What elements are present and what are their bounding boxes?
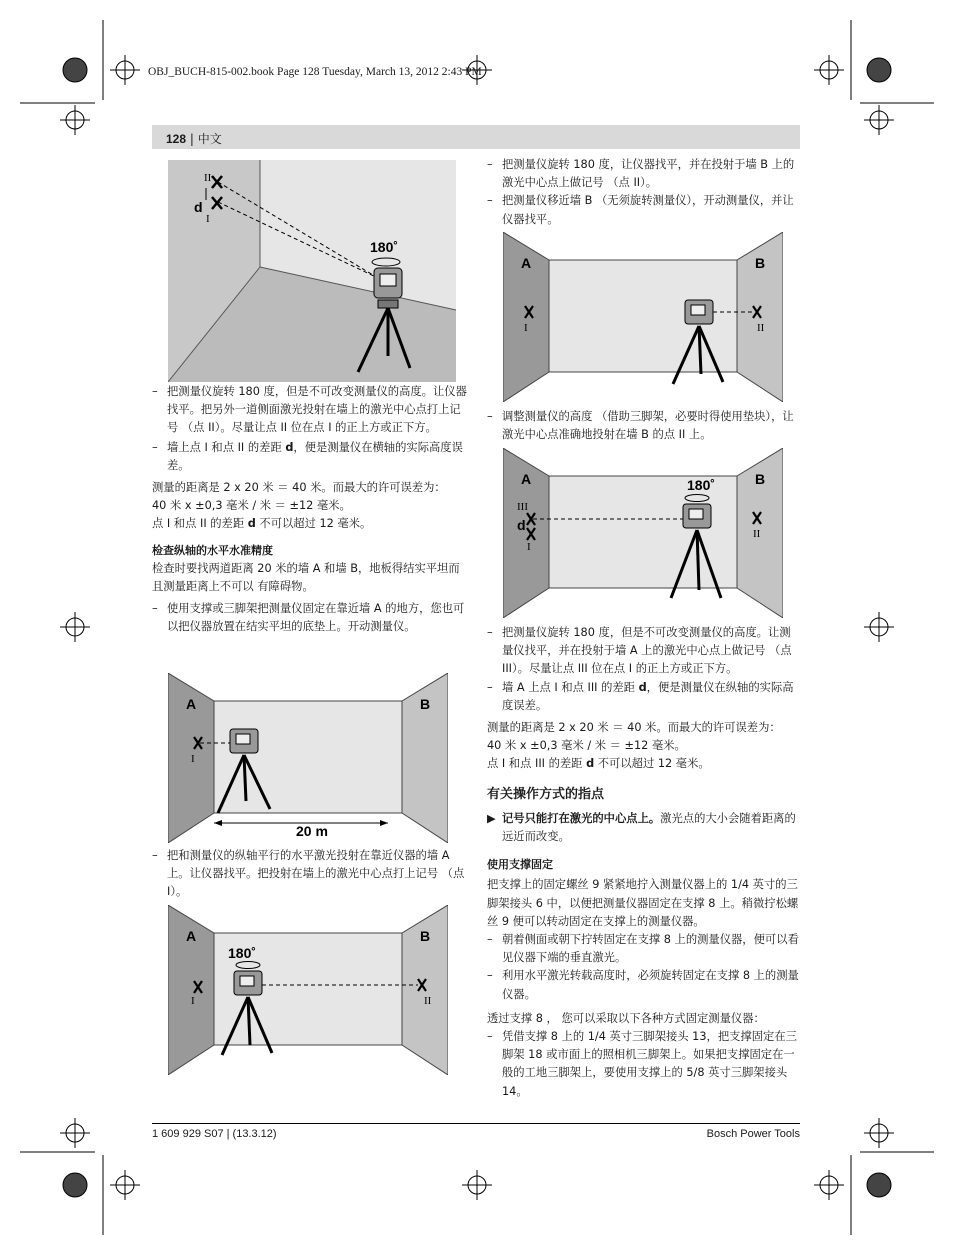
header-bar <box>152 125 800 149</box>
page-number: 128 <box>166 132 187 146</box>
left-column-upper <box>152 383 470 637</box>
note-bold: 记号只能打在激光的中心点上。 <box>502 811 661 825</box>
fig4-wall-a: A <box>521 255 532 271</box>
fig4-wall-b: B <box>755 255 766 271</box>
fig3-label-i: I <box>191 995 195 1007</box>
right-bullet-6: 朝着侧面或朝下拧转固定在支撑 8 上的测量仪器，便可以看见仪器下端的垂直激光。 <box>502 933 799 965</box>
left-bullet-4: 把和测量仪的纵轴平行的水平激光投射在靠近仪器的墙 A 上。让仪器找平。把投射在墙上的激光中心点打上记号 （点 I）。 <box>167 849 465 899</box>
fig2-wall-b: B <box>420 696 431 712</box>
list-item: – 把测量仪移近墙 B （无须旋转测量仪），开动测量仪，并让仪器找平。 <box>487 194 794 226</box>
fig1-label-d: d <box>194 199 203 215</box>
fig4-label-i: I <box>524 322 528 334</box>
figure-wall-b-mark <box>168 905 448 1075</box>
fig5-label-i: I <box>527 541 531 553</box>
fig4-label-ii: II <box>757 322 765 334</box>
header-separator: | <box>189 132 194 146</box>
list-item <box>487 810 801 846</box>
left-bullet-1: 把测量仪旋转 180 度，但是不可改变测量仪的高度。让仪器找平。把另外一道侧面激光投射在墙上的激光中心点打上记号 （点 II）。尽量让点 II 位在点 I 的正上方或正下方。 <box>167 385 467 435</box>
right-bullet-1: 把测量仪旋转 180 度，让仪器找平，并在投射于墙 B 上的激光中心点上做记号 （点 II）。 <box>502 158 795 190</box>
fig2-label-i: I <box>191 753 195 765</box>
figure-wall-a-mark <box>168 673 448 843</box>
triangle-bullet-icon: ▶ <box>487 811 496 825</box>
fig1-angle: 180˚ <box>370 239 399 255</box>
fix-intro: 透过支撑 8 ， 您可以采取以下各种方式固定测量仪器： <box>487 1011 765 1025</box>
list-item: – 凭借支撑 8 上的 1/4 英寸三脚架接头 13，把支撑固定在三脚架 18 或市面上的照相机三脚架上。如果把支撑固定在一般的工地三脚架上，要使用支撑上的 5/8 英寸三脚架接头 14。 <box>487 1030 797 1098</box>
support-intro: 把支撑上的固定螺丝 9 紧紧地拧入测量仪器上的 1/4 英寸的三脚架接头 6 中，以便把测量仪器固定在支撑 8 上。稍微拧松螺丝 9 便可以转动固定在支撑上的测量仪器。 <box>487 878 799 928</box>
left-bullet-2: 墙上点 I 和点 II 的差距 <box>167 440 286 454</box>
figure-rotate-at-wall-b <box>503 448 783 618</box>
list-item: – 利用水平激光转载高度时，必须旋转固定在支撑 8 上的测量仪器。 <box>487 969 799 1001</box>
right-bullet-8: 凭借支撑 8 上的 1/4 英寸三脚架接头 13，把支撑固定在三脚架 18 或市面上的照相机三脚架上。如果把支撑固定在一般的工地三脚架上，要使用支撑上的 5/8 英寸三脚架接头 14。 <box>502 1030 797 1098</box>
label-d: d <box>638 680 647 694</box>
footer-doc-number: 1 609 929 S07 | (13.3.12) <box>152 1128 277 1140</box>
list-item: – 墙 A 上点 I 和点 III 的差距 d，便是测量仪在纵轴的实际高度误差。 <box>487 680 794 712</box>
list-item: – 把测量仪旋转 180 度，但是不可改变测量仪的高度。让测量仪找平，并在投射于墙 A 上的激光中心点上做记号 （点 III）。尽量让点 III 位在点 I 的正上方或正下方。 <box>487 626 792 676</box>
fig3-angle: 180˚ <box>228 945 257 961</box>
header-language: 中文 <box>197 132 222 146</box>
intro-paragraph: 检查时要找两道距离 20 米的墙 A 和墙 B，地板得结实平坦而且测量距离上不可以 有障碍物。 <box>152 561 460 594</box>
section-heading-operation-tips: 有关操作方式的指点 <box>487 786 605 802</box>
right-bullet-7: 利用水平激光转载高度时，必须旋转固定在支撑 8 上的测量仪器。 <box>502 969 799 1001</box>
right-bullet-5-end: ，便是测量仪在纵轴的实际高度误差。 <box>502 680 794 712</box>
footer-rule <box>152 1123 800 1124</box>
calc-line-2: 40 米 x ±0,3 毫米 / 米 ＝ ±12 毫米。 <box>152 499 351 513</box>
list-item: – 使用支撑或三脚架把测量仪固定在靠近墙 A 的地方，您也可以把仪器放置在结实平坦的底垫上。开动测量仪。 <box>152 602 465 634</box>
figure-move-to-wall-b <box>503 232 783 402</box>
right-column-lower <box>487 624 801 1101</box>
page-header <box>166 130 222 147</box>
list-item: – 把和测量仪的纵轴平行的水平激光投射在靠近仪器的墙 A 上。让仪器找平。把投射在墙上的激光中心点打上记号 （点 I）。 <box>152 849 465 899</box>
calc-line-2: 40 米 x ±0,3 毫米 / 米 ＝ ±12 毫米。 <box>487 739 686 753</box>
fig2-distance: 20 m <box>296 823 328 839</box>
figure-rotation-side-wall <box>168 160 456 382</box>
fig1-label-ii: II <box>204 172 212 184</box>
section-heading-support: 使用支撑固定 <box>487 858 553 872</box>
fig5-label-d: d <box>517 517 526 533</box>
fig5-wall-b: B <box>755 471 766 487</box>
right-column-mid <box>487 408 801 444</box>
left-bullet-3: 使用支撑或三脚架把测量仪固定在靠近墙 A 的地方，您也可以把仪器放置在结实平坦的底垫上。开动测量仪。 <box>167 602 465 634</box>
left-bullet-2-end: ，便是测量仪在横轴的实际高度误差。 <box>167 440 463 472</box>
fig3-label-ii: II <box>424 995 432 1007</box>
fig1-label-i: I <box>206 213 210 225</box>
calc-line-3: 点 I 和点 III 的差距 d 不可以超过 12 毫米。 <box>487 757 710 771</box>
right-bullet-2: 把测量仪移近墙 B （无须旋转测量仪），开动测量仪，并让仪器找平。 <box>502 194 794 226</box>
right-column-top <box>487 156 801 229</box>
list-item: – 把测量仪旋转 180 度，让仪器找平，并在投射于墙 B 上的激光中心点上做记号 （点 II）。 <box>487 158 795 190</box>
fig5-label-iii: III <box>517 501 528 513</box>
list-item: – 墙上点 I 和点 II 的差距 d，便是测量仪在横轴的实际高度误差。 <box>152 440 463 472</box>
footer-brand: Bosch Power Tools <box>706 1128 800 1140</box>
list-item: – 把测量仪旋转 180 度，但是不可改变测量仪的高度。让仪器找平。把另外一道侧面激光投射在墙上的激光中心点打上记号 （点 II）。尽量让点 II 位在点 I 的正上方或正下方。 <box>152 385 467 435</box>
section-heading-vertical-axis: 检查纵轴的水平水准精度 <box>152 543 273 557</box>
fig5-angle: 180˚ <box>687 477 716 493</box>
fig2-wall-a: A <box>186 696 197 712</box>
list-item: – 调整测量仪的高度 （借助三脚架，必要时得使用垫块），让激光中心点准确地投射在墙 B 的点 II 上。 <box>487 410 794 442</box>
list-item: – 朝着侧面或朝下拧转固定在支撑 8 上的测量仪器，便可以看见仪器下端的垂直激光。 <box>487 933 799 965</box>
right-bullet-3: 调整测量仪的高度 （借助三脚架，必要时得使用垫块），让激光中心点准确地投射在墙 B 的点 II 上。 <box>502 410 794 442</box>
fig5-wall-a: A <box>521 471 532 487</box>
label-d: d <box>285 440 294 454</box>
calc-line-1: 测量的距离是 2 x 20 米 ＝ 40 米。而最大的许可误差为： <box>487 721 781 735</box>
fig5-label-ii: II <box>753 528 761 540</box>
calc-line-1: 测量的距离是 2 x 20 米 ＝ 40 米。而最大的许可误差为： <box>152 481 446 495</box>
fig3-wall-b: B <box>420 928 431 944</box>
calc-line-3: 点 I 和点 II 的差距 d 不可以超过 12 毫米。 <box>152 517 372 531</box>
right-bullet-4: 把测量仪旋转 180 度，但是不可改变测量仪的高度。让测量仪找平，并在投射于墙 A 上的激光中心点上做记号 （点 III）。尽量让点 III 位在点 I 的正上方或正下方。 <box>502 626 792 676</box>
left-column-mid <box>152 847 470 902</box>
note-text: 激光点的大小会随着距离的远近而改变。 <box>502 811 796 844</box>
fig3-wall-a: A <box>186 928 197 944</box>
right-bullet-5: 墙 A 上点 I 和点 III 的差距 <box>502 680 639 694</box>
print-info-line: OBJ_BUCH-815-002.book Page 128 Tuesday, March 13, 2012 2:43 PM <box>148 66 482 78</box>
